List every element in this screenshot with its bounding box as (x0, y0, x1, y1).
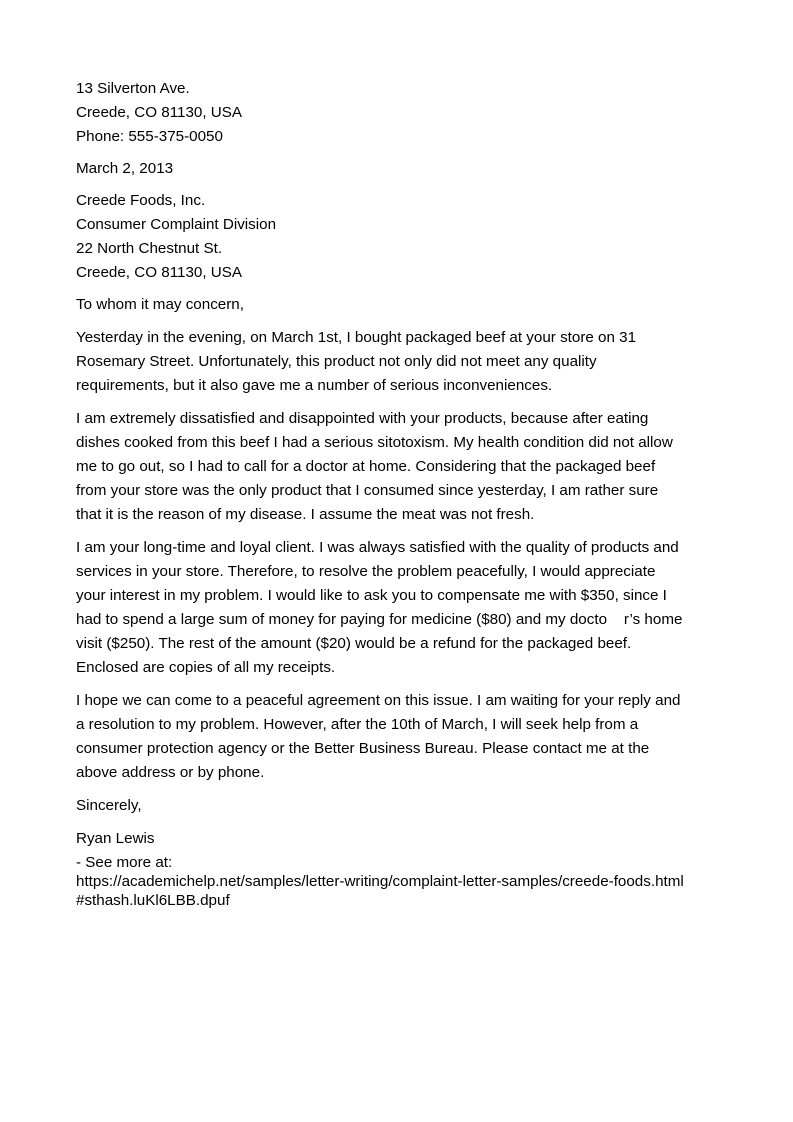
source-url-line-2[interactable]: #sthash.luKl6LBB.dpuf (76, 892, 230, 909)
body-paragraph-3 (76, 536, 716, 680)
body-line: had to spend a large sum of money for paying for medicine ($80) and my docto r’s home (76, 611, 683, 628)
body-paragraph-4 (76, 689, 716, 785)
recipient-division: Consumer Complaint Division (76, 216, 277, 233)
body-line: me to go out, so I had to call for a doctor at home. Considering that the packaged beef (76, 458, 656, 475)
sender-address (76, 77, 716, 149)
recipient-city: Creede, CO 81130, USA (76, 264, 243, 281)
sender-street: 13 Silverton Ave. (76, 80, 190, 97)
sender-phone: Phone: 555-375-0050 (76, 128, 223, 145)
body-line: services in your store. Therefore, to resolve the problem peacefully, I would appreciate (76, 563, 656, 580)
recipient-street: 22 North Chestnut St. (76, 240, 223, 257)
source-footer (76, 853, 716, 910)
recipient-address (76, 189, 716, 285)
salutation-block (76, 293, 716, 317)
signature-name: Ryan Lewis (76, 830, 155, 847)
body-line: Rosemary Street. Unfortunately, this product not only did not meet any quality (76, 353, 597, 370)
closing: Sincerely, (76, 797, 142, 814)
body-line: requirements, but it also gave me a number of serious inconveniences. (76, 377, 553, 394)
salutation: To whom it may concern, (76, 296, 244, 313)
closing-block (76, 794, 716, 818)
source-note: - See more at: (76, 854, 173, 871)
letter-page (76, 77, 716, 910)
body-line: Yesterday in the evening, on March 1st, I bought packaged beef at your store on 31 (76, 329, 637, 346)
letter-date-block (76, 157, 716, 181)
body-line: a resolution to my problem. However, after the 10th of March, I will seek help from a (76, 716, 639, 733)
source-url-line-1[interactable]: https://academichelp.net/samples/letter-writing/complaint-letter-samples/creede-foods.html (76, 873, 684, 890)
body-line: I hope we can come to a peaceful agreement on this issue. I am waiting for your reply and (76, 692, 681, 709)
body-line: above address or by phone. (76, 764, 265, 781)
body-line: I am extremely dissatisfied and disappointed with your products, because after eating (76, 410, 649, 427)
body-line: your interest in my problem. I would like to ask you to compensate me with $350, since I (76, 587, 667, 604)
signature-block (76, 827, 716, 851)
body-line: consumer protection agency or the Better Business Bureau. Please contact me at the (76, 740, 650, 757)
body-line: from your store was the only product that I consumed since yesterday, I am rather sure (76, 482, 659, 499)
body-line: that it is the reason of my disease. I assume the meat was not fresh. (76, 506, 535, 523)
body-paragraph-1 (76, 326, 716, 398)
letter-date: March 2, 2013 (76, 160, 174, 177)
body-line: I am your long-time and loyal client. I was always satisfied with the quality of products and (76, 539, 679, 556)
body-line: dishes cooked from this beef I had a serious sitotoxism. My health condition did not allow (76, 434, 673, 451)
recipient-company: Creede Foods, Inc. (76, 192, 206, 209)
body-line: Enclosed are copies of all my receipts. (76, 659, 336, 676)
sender-city: Creede, CO 81130, USA (76, 104, 243, 121)
body-line: visit ($250). The rest of the amount ($20) would be a refund for the packaged beef. (76, 635, 632, 652)
body-paragraph-2 (76, 407, 716, 527)
